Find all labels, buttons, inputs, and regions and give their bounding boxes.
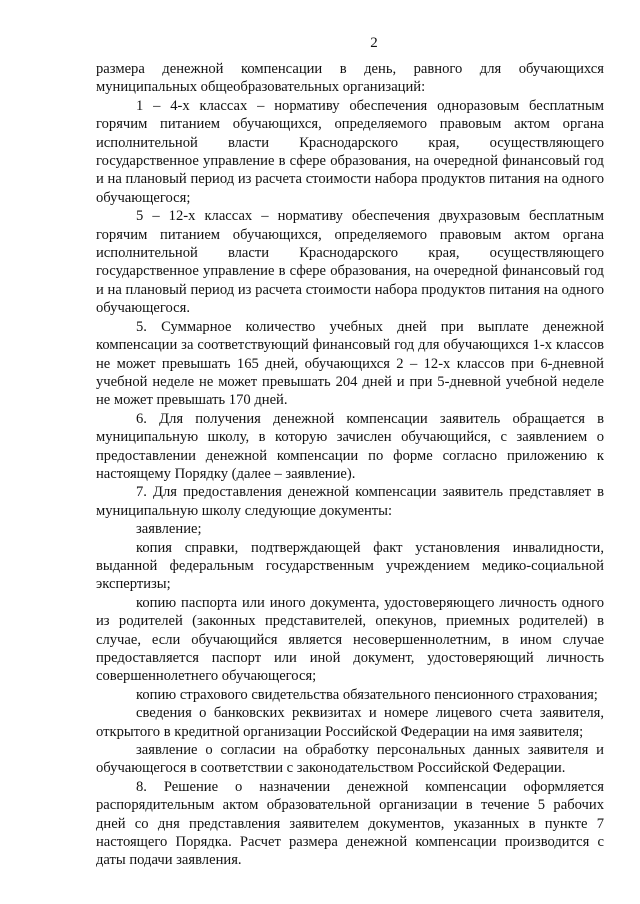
- paragraph-grades-5-12: 5 – 12-х классах – нормативу обеспечения двухразовым бесплатным горячим питанием обучающихся, определяемого правовым актом органа исполнительной власти Краснодарского края, осуществляющего государственное управление в сфере образования, на очередной финансовый год и на плановый период из расчета стоимости набора продуктов питания на одного обучающегося.: [96, 208, 604, 317]
- document-list-bank-details: сведения о банковских реквизитах и номере лицевого счета заявителя, открытого в кредитной организации Российской Федерации на имя заявителя;: [96, 705, 604, 740]
- document-list-disability-certificate: копия справки, подтверждающей факт установления инвалидности, выданной федеральным государственным учреждением медико-социальной экспертизы;: [96, 539, 604, 593]
- paragraph-grades-1-4: 1 – 4-х классах – нормативу обеспечения одноразовым бесплатным горячим питанием обучающихся, определяемого правовым актом органа исполнительной власти Краснодарского края, осуществляющего государственное управление в сфере образования, на очередной финансовый год и на плановый период из расчета стоимости набора продуктов питания на одного обучающегося;: [96, 97, 604, 206]
- paragraph-intro: размера денежной компенсации в день, равного для обучающихся муниципальных общеобразовательных организаций:: [96, 61, 604, 96]
- document-list-data-consent: заявление о согласии на обработку персональных данных заявителя и обучающегося в соответствии с законодательством Российской Федерации.: [96, 742, 604, 777]
- document-list-application: заявление;: [136, 521, 202, 538]
- document-list-pension-certificate: копию страхового свидетельства обязательного пенсионного страхования;: [136, 686, 598, 703]
- paragraph-item-7: 7. Для предоставления денежной компенсации заявитель представляет в муниципальную школу следующие документы:: [96, 484, 604, 519]
- page-number: 2: [370, 35, 378, 51]
- paragraph-item-6: 6. Для получения денежной компенсации заявитель обращается в муниципальную школу, в которую зачислен обучающийся, с заявлением о предоставлении денежной компенсации по форме согласно приложению к настоящему Порядку (далее – заявление).: [96, 410, 604, 482]
- document-list-passport: копию паспорта или иного документа, удостоверяющего личность одного из родителей (законных представителей, опекунов, приемных родителей) в случае, если обучающийся является несовершеннолетним, в ином случае предоставляется паспорт или иной документ, удостоверяющий личность совершеннолетнего обучающегося;: [96, 594, 604, 685]
- paragraph-item-5: 5. Суммарное количество учебных дней при выплате денежной компенсации за соответствующий финансовый год для обучающихся 1-х классов не может превышать 165 дней, обучающихся 2 – 12-х классов при 6-дневной учебной неделе не может превышать 204 дней и при 5-дневной учебной неделе не может превышать 170 дней.: [96, 318, 604, 409]
- paragraph-item-8: 8. Решение о назначении денежной компенсации оформляется распорядительным актом образовательной организации в течение 5 рабочих дней со дня представления заявителем документов, указанных в пункте 7 настоящего Порядка. Расчет размера денежной компенсации производится с даты подачи заявления.: [96, 778, 604, 869]
